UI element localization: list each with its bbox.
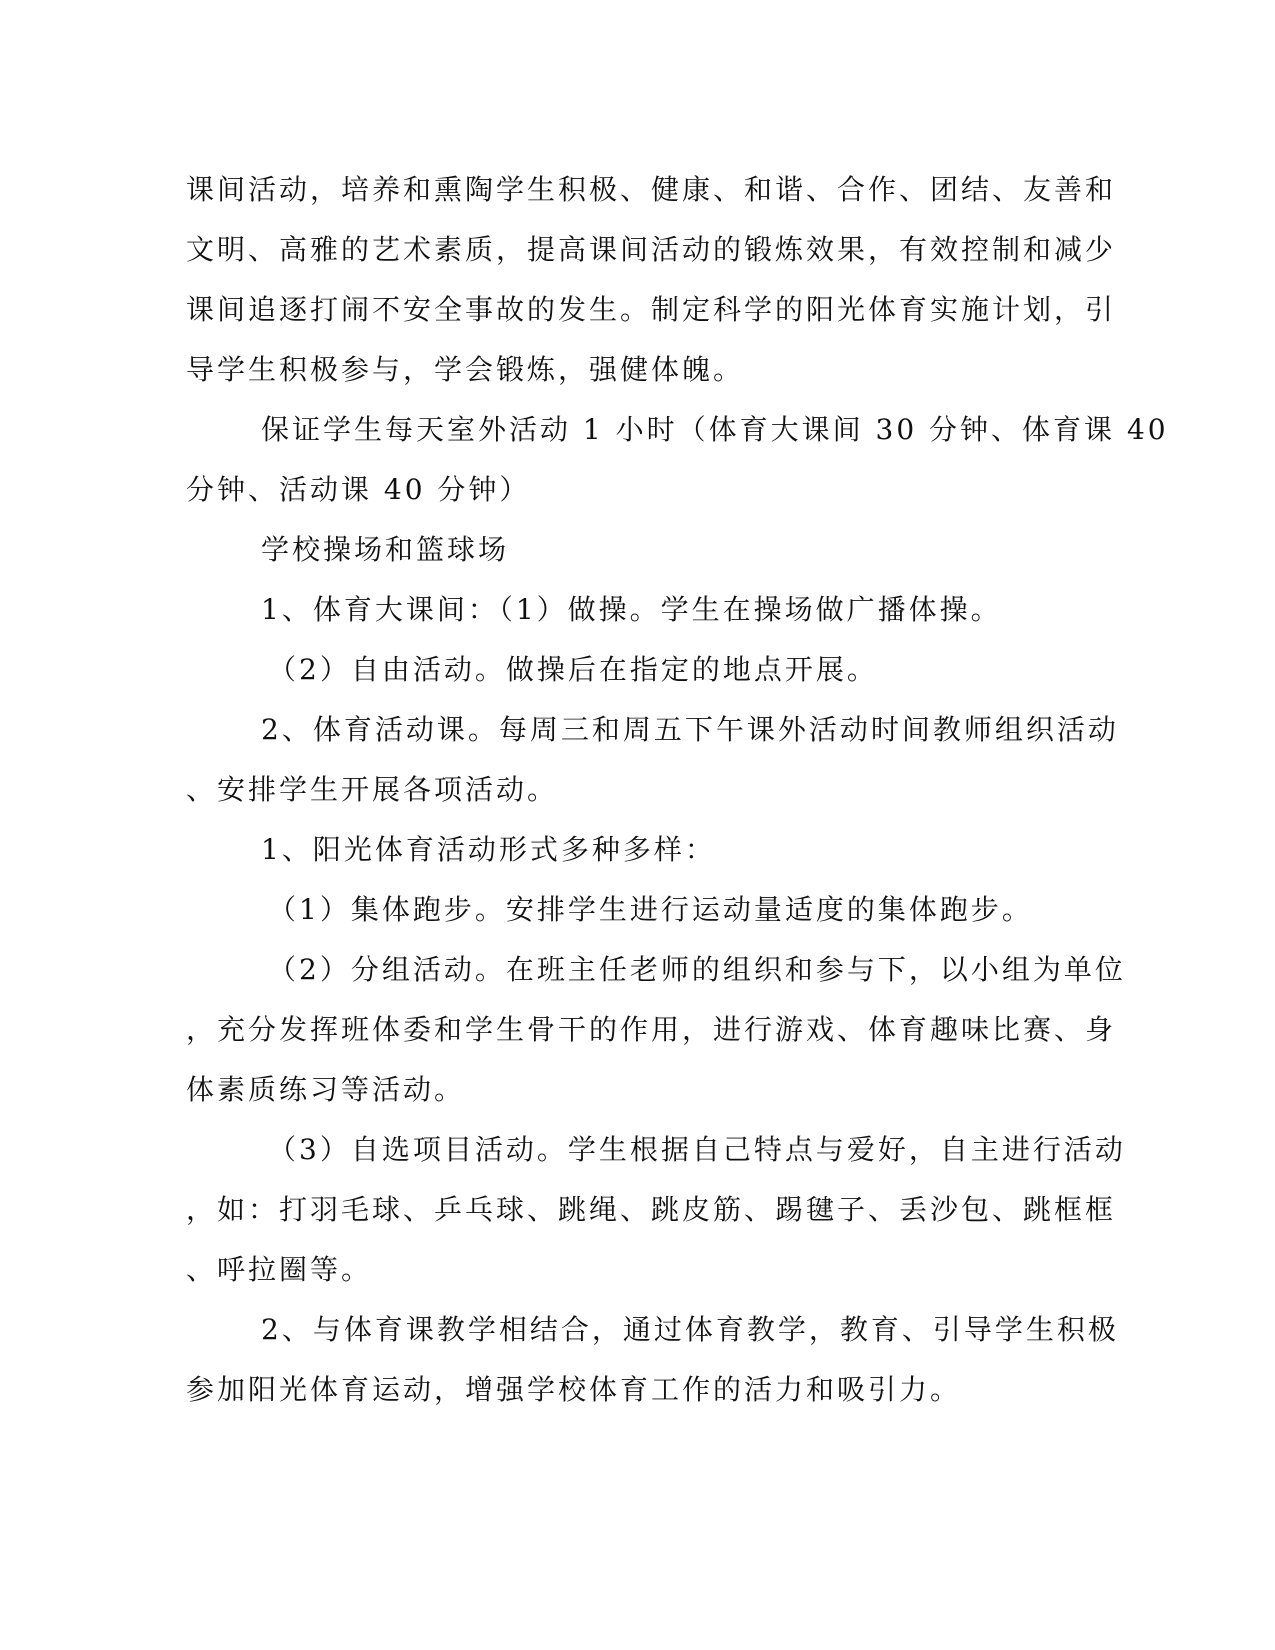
text-line: 学校操场和篮球场 bbox=[261, 533, 510, 566]
text-line: （3）自选项目活动。学生根据自己特点与爱好，自主进行活动 bbox=[268, 1133, 1126, 1166]
text-line: 1、体育大课间：（1）做操。学生在操场做广播体操。 bbox=[261, 593, 1002, 626]
text-line: 课间活动，培养和熏陶学生积极、健康、和谐、合作、团结、友善和 bbox=[186, 173, 1117, 206]
text-line: （2）自由活动。做操后在指定的地点开展。 bbox=[268, 653, 878, 686]
text-line: 2、体育活动课。每周三和周五下午课外活动时间教师组织活动 bbox=[261, 713, 1119, 746]
text-line: 、呼拉圈等。 bbox=[186, 1253, 373, 1286]
text-line: 参加阳光体育运动，增强学校体育工作的活力和吸引力。 bbox=[186, 1373, 962, 1406]
text-line: ，如：打羽毛球、乒乓球、跳绳、跳皮筋、踢毽子、丢沙包、跳框框 bbox=[186, 1193, 1117, 1226]
text-line: 、安排学生开展各项活动。 bbox=[186, 773, 559, 806]
text-line: 体素质练习等活动。 bbox=[186, 1073, 466, 1106]
text-line: 课间追逐打闹不安全事故的发生。制定科学的阳光体育实施计划，引 bbox=[186, 293, 1117, 326]
text-line: （2）分组活动。在班主任老师的组织和参与下，以小组为单位 bbox=[268, 953, 1126, 986]
text-line: （1）集体跑步。安排学生进行运动量适度的集体跑步。 bbox=[268, 893, 1033, 926]
text-line: 导学生积极参与，学会锻炼，强健体魄。 bbox=[186, 353, 745, 386]
text-line: 分钟、活动课 40 分钟） bbox=[186, 473, 531, 506]
text-line: ，充分发挥班体委和学生骨干的作用，进行游戏、体育趣味比赛、身 bbox=[186, 1013, 1117, 1046]
text-line: 文明、高雅的艺术素质，提高课间活动的锻炼效果，有效控制和减少 bbox=[186, 233, 1117, 266]
text-line: 1、阳光体育活动形式多种多样： bbox=[261, 833, 716, 866]
text-line: 2、与体育课教学相结合，通过体育教学，教育、引导学生积极 bbox=[261, 1313, 1119, 1346]
document-body bbox=[186, 160, 1169, 1420]
text-line: 保证学生每天室外活动 1 小时（体育大课间 30 分钟、体育课 40 bbox=[261, 413, 1169, 446]
